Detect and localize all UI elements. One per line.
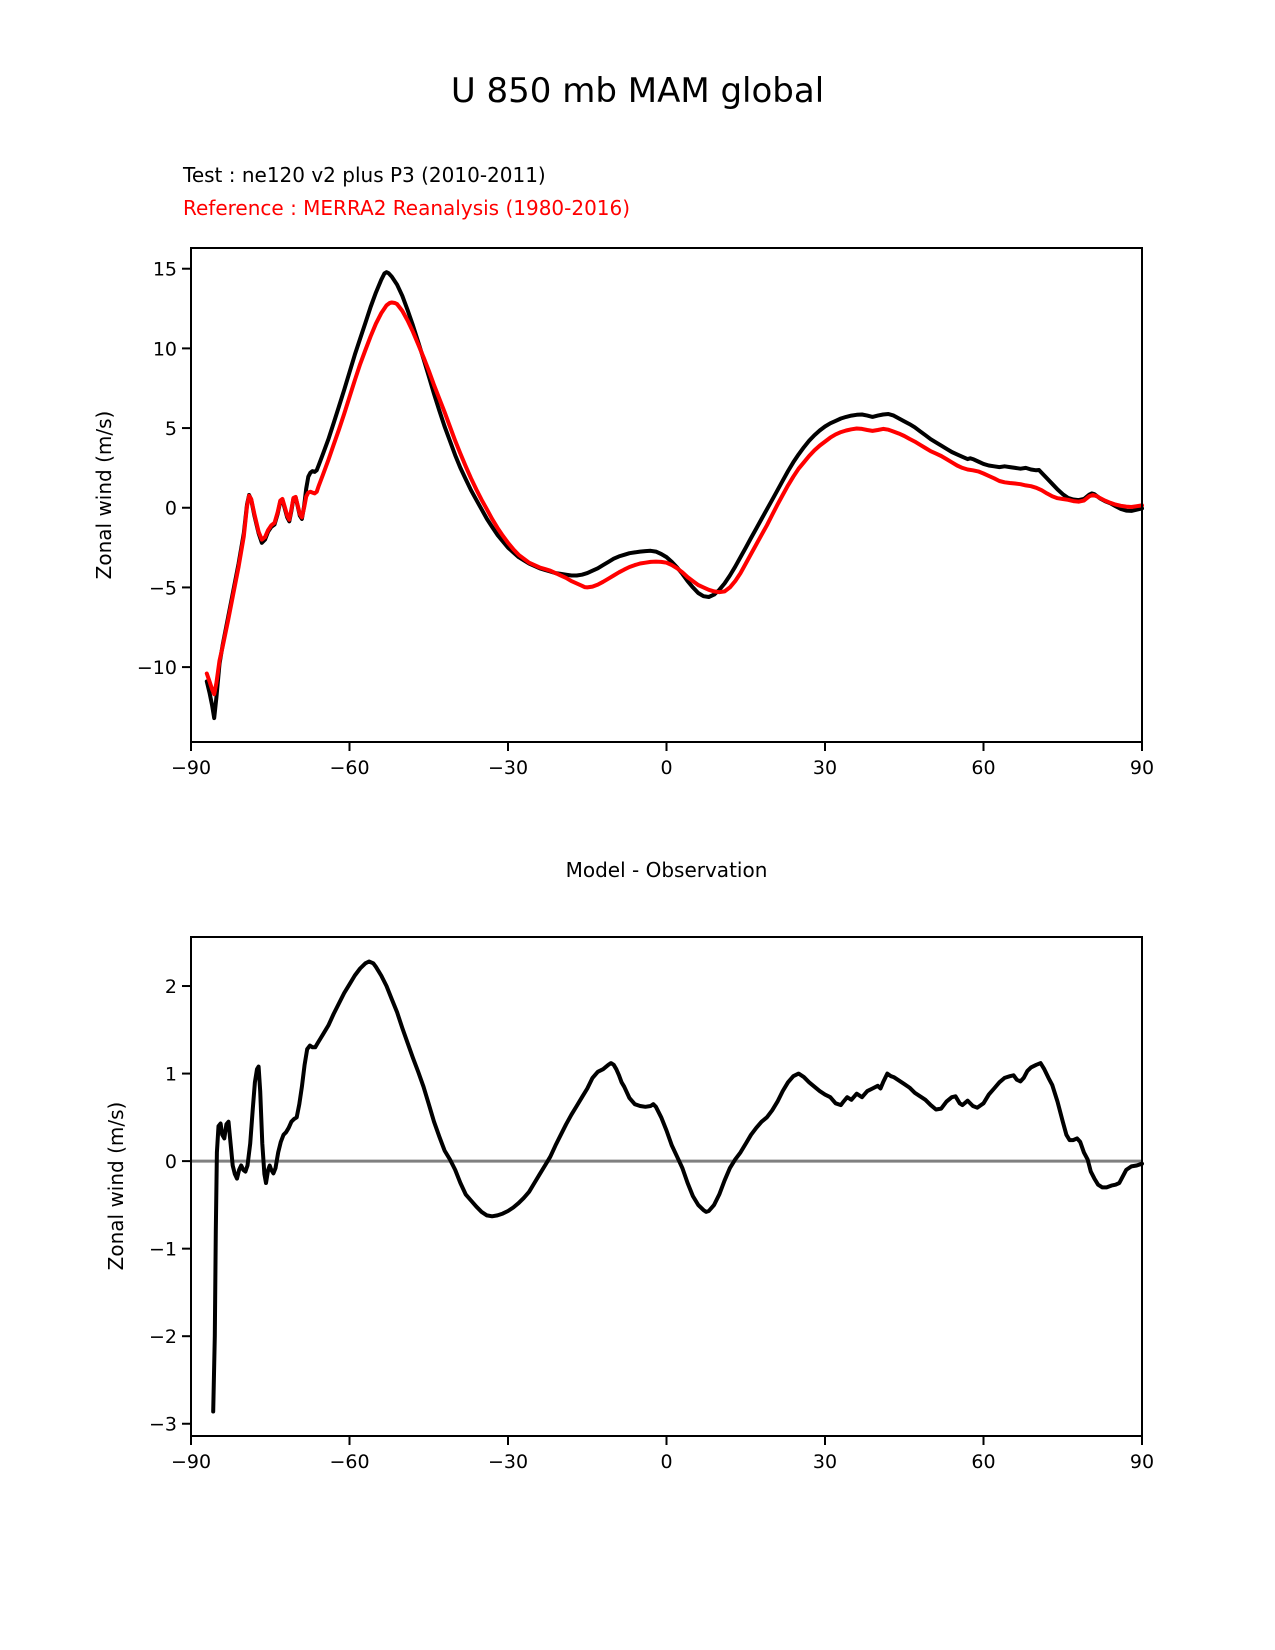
y-tick-label: 5 <box>164 418 177 441</box>
y-tick-label: 2 <box>164 976 177 999</box>
x-tick-label: −60 <box>329 757 370 779</box>
x-tick-label: 60 <box>971 757 996 779</box>
x-tick-label: −30 <box>487 757 529 779</box>
y-tick-label: 0 <box>164 497 177 520</box>
chart-panel-1 <box>149 937 1154 1473</box>
diff-panel-title: Model - Observation <box>565 858 768 882</box>
x-tick-label: 0 <box>660 1451 673 1473</box>
x-tick-label: −90 <box>170 1451 212 1473</box>
x-tick-label: 30 <box>812 757 838 779</box>
x-tick-label: −90 <box>170 757 212 779</box>
y-tick-label: 0 <box>164 1151 177 1174</box>
x-tick-label: 0 <box>660 757 673 779</box>
y-tick-label: 15 <box>152 258 177 281</box>
x-tick-label: −30 <box>487 1451 529 1473</box>
reference-series-line <box>207 303 1142 695</box>
plot-border <box>191 248 1142 742</box>
y-tick-label: 1 <box>164 1063 177 1086</box>
y-tick-label: −2 <box>148 1326 177 1349</box>
x-tick-label: 90 <box>1129 757 1155 779</box>
figure-title: U 850 mb MAM global <box>450 71 825 111</box>
x-tick-label: 30 <box>812 1451 838 1473</box>
y-tick-label: −3 <box>148 1413 177 1436</box>
x-tick-label: 90 <box>1129 1451 1155 1473</box>
x-tick-label: 60 <box>971 1451 996 1473</box>
bottom-panel-ylabel: Zonal wind (m/s) <box>104 1101 128 1271</box>
test-legend-label: Test : ne120 v2 plus P3 (2010-2011) <box>183 163 546 187</box>
x-tick-label: −60 <box>329 1451 370 1473</box>
y-tick-label: −1 <box>148 1238 177 1261</box>
difference-series-line <box>213 962 1142 1412</box>
y-tick-label: −10 <box>136 657 177 680</box>
y-tick-label: 10 <box>152 338 177 361</box>
top-panel-ylabel: Zonal wind (m/s) <box>92 410 116 580</box>
reference-legend-label: Reference : MERRA2 Reanalysis (1980-2016) <box>183 196 631 220</box>
chart-panel-0 <box>137 248 1154 779</box>
y-tick-label: −5 <box>148 577 177 600</box>
test-series-line <box>207 272 1142 718</box>
